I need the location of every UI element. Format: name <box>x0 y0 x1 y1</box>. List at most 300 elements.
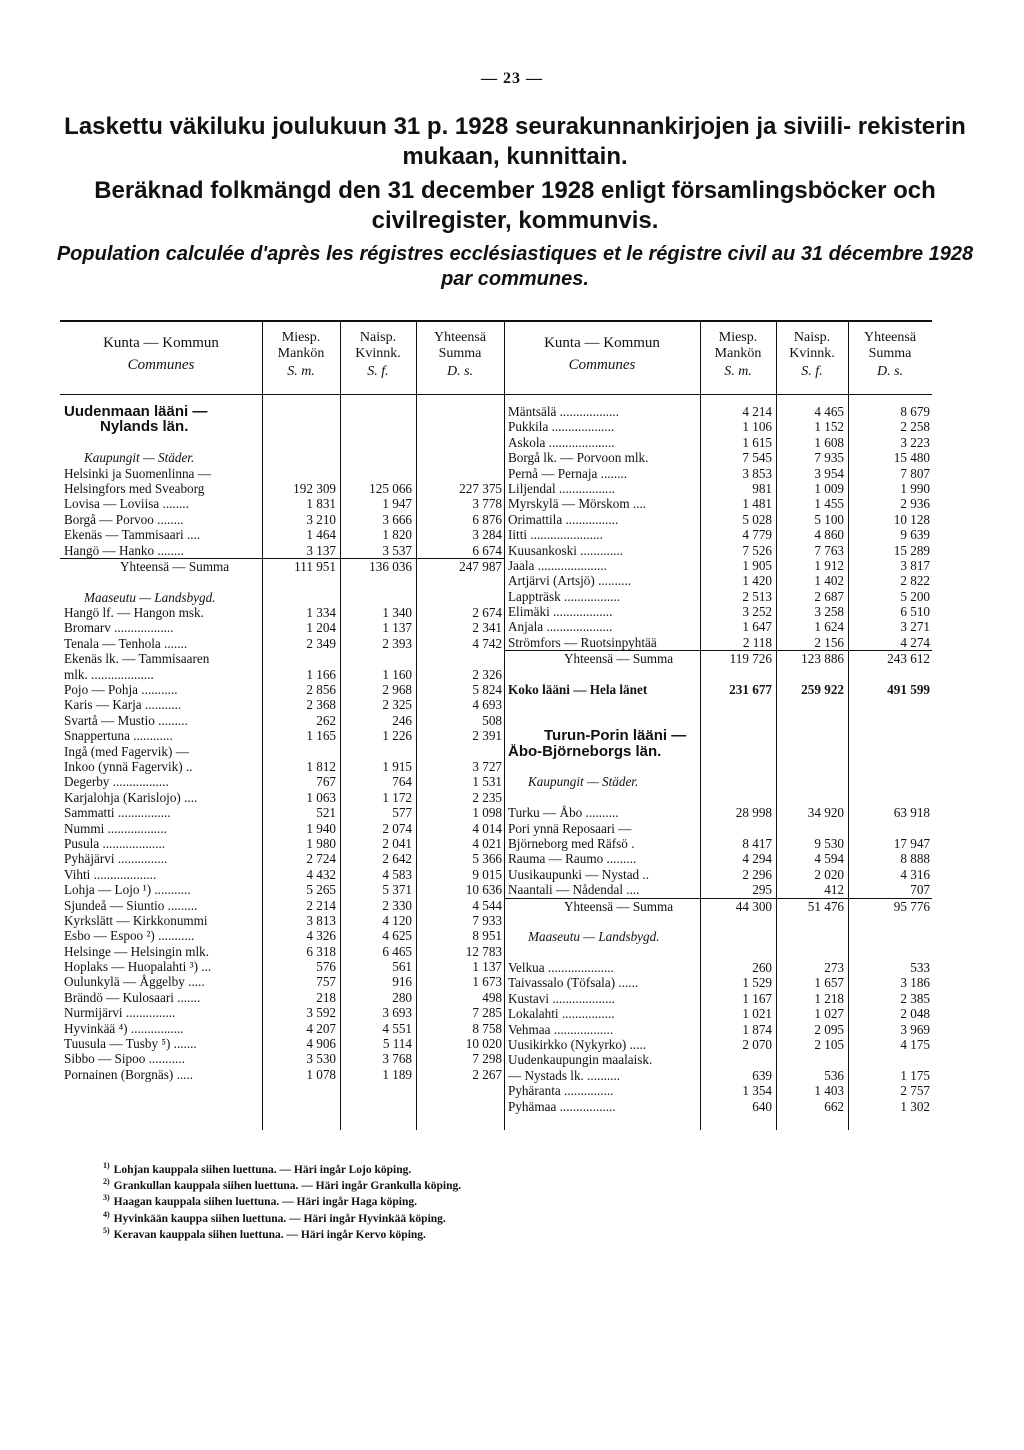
total-count: 95 776 <box>893 898 930 914</box>
commune-name: Elimäki .................. <box>508 604 613 620</box>
female-count: 246 <box>392 712 412 728</box>
table-row <box>60 590 504 605</box>
table-row <box>504 604 932 619</box>
header-sm-label: S. m. <box>724 364 752 379</box>
total-count: 1 990 <box>900 480 930 496</box>
total-count: 15 289 <box>893 542 930 558</box>
total-count: 3 271 <box>900 619 930 635</box>
male-count: 4 294 <box>742 851 772 867</box>
female-count: 4 594 <box>814 851 844 867</box>
table-row <box>60 728 504 743</box>
header-ds-label: D. s. <box>876 364 904 379</box>
table-row <box>504 543 932 558</box>
commune-name: Yhteensä — Summa <box>120 558 230 574</box>
commune-name: Tenala — Tenhola ....... <box>64 635 188 651</box>
female-count: 561 <box>392 959 412 975</box>
total-count: 491 599 <box>887 682 930 698</box>
table-row <box>504 527 932 542</box>
commune-name: Nummi .................. <box>64 820 167 836</box>
commune-name: Uusikirkko (Nykyrko) ..... <box>508 1037 647 1053</box>
male-count: 2 724 <box>306 851 336 867</box>
female-count: 9 530 <box>814 835 844 851</box>
table-row <box>504 867 932 882</box>
table-row <box>60 1021 504 1036</box>
total-count: 1 098 <box>472 805 502 821</box>
table-row <box>504 744 932 759</box>
female-count: 2 330 <box>382 897 412 913</box>
commune-name: Pyhämaa ................. <box>508 1098 616 1114</box>
table-row <box>504 774 932 789</box>
table-row <box>60 821 504 836</box>
commune-name: Sibbo — Sipoo ........... <box>64 1051 185 1067</box>
table-row <box>504 558 932 573</box>
total-count: 533 <box>910 960 930 976</box>
table-row <box>60 867 504 882</box>
male-count: 640 <box>752 1098 772 1114</box>
table-row <box>60 667 504 682</box>
female-count: 3 954 <box>814 465 844 481</box>
female-count: 6 465 <box>382 943 412 959</box>
total-count: 2 048 <box>900 1006 930 1022</box>
total-count: 4 274 <box>900 634 930 650</box>
table-row <box>60 481 504 496</box>
total-count: 707 <box>910 882 930 898</box>
commune-name: Yhteensä — Summa <box>564 898 674 914</box>
commune-name: Lokalahti ................ <box>508 1006 615 1022</box>
male-count: 1 831 <box>306 496 336 512</box>
table-row <box>504 1006 932 1021</box>
male-count: 7 545 <box>742 450 772 466</box>
female-count: 125 066 <box>369 480 412 496</box>
footnote <box>103 1176 703 1192</box>
header-mankon-label: Mankön <box>277 346 325 361</box>
total-count: 4 742 <box>472 635 502 651</box>
total-count: 7 298 <box>472 1051 502 1067</box>
table-row <box>504 512 932 527</box>
commune-name: Liljendal ................. <box>508 480 615 496</box>
total-count: 1 531 <box>472 774 502 790</box>
footnote-mark: 4) <box>103 1209 110 1219</box>
table-row <box>60 1051 504 1066</box>
female-count: 577 <box>392 805 412 821</box>
table-row <box>504 1068 932 1083</box>
total-count: 3 817 <box>900 557 930 573</box>
male-count: 3 137 <box>306 542 336 558</box>
footnote <box>103 1209 703 1225</box>
table-row <box>60 944 504 959</box>
commune-name: Lovisa — Loviisa ........ <box>64 496 189 512</box>
male-count: 1 420 <box>742 573 772 589</box>
footnote-text: Lohjan kauppala siihen luettuna. — Häri ingår Lojo köping. <box>113 1163 412 1176</box>
commune-name: Bromarv .................. <box>64 620 174 636</box>
total-count: 9 639 <box>900 527 930 543</box>
total-count: 8 951 <box>472 928 502 944</box>
commune-name: Anjala .................... <box>508 619 613 635</box>
female-count: 2 393 <box>382 635 412 651</box>
female-count: 2 020 <box>814 866 844 882</box>
male-count: 1 021 <box>742 1006 772 1022</box>
female-count: 412 <box>824 882 844 898</box>
female-count: 2 325 <box>382 697 412 713</box>
commune-name: Pyhäranta ............... <box>508 1083 614 1099</box>
total-count: 4 316 <box>900 866 930 882</box>
table-row <box>504 697 932 712</box>
commune-name: Pornainen (Borgnäs) ..... <box>64 1066 194 1082</box>
table-row <box>504 728 932 743</box>
table-row <box>504 790 932 805</box>
header-communes-label: Communes <box>568 357 636 373</box>
table-row <box>504 481 932 496</box>
title-swedish: Beräknad folkmängd den 31 december 1928 enligt församlingsböcker och civilregister, kommunvis. <box>94 177 936 234</box>
male-count: 521 <box>316 805 336 821</box>
commune-name: Rauma — Raumo ......... <box>508 851 637 867</box>
total-count: 4 021 <box>472 835 502 851</box>
female-count: 3 537 <box>382 542 412 558</box>
total-count: 3 969 <box>900 1021 930 1037</box>
male-count: 2 349 <box>306 635 336 651</box>
female-count: 273 <box>824 960 844 976</box>
table-row <box>504 682 932 697</box>
table-row <box>60 636 504 651</box>
header-kunta <box>60 334 262 374</box>
commune-name: Pojo — Pohja ........... <box>64 682 178 698</box>
female-count: 2 642 <box>382 851 412 867</box>
female-count: 2 968 <box>382 682 412 698</box>
table-row <box>60 620 504 635</box>
male-count: 260 <box>752 960 772 976</box>
table-row <box>504 805 932 820</box>
commune-name: Kustavi ................... <box>508 990 615 1006</box>
total-count: 243 612 <box>887 651 930 667</box>
header-summa-label: Summa <box>868 346 912 361</box>
commune-name: Mäntsälä .................. <box>508 404 619 419</box>
total-count: 5 824 <box>472 682 502 698</box>
table-row <box>504 619 932 634</box>
commune-name: Pernå — Pernaja ........ <box>508 465 628 481</box>
commune-name: Koko lääni — Hela länet <box>508 682 648 698</box>
table-row <box>504 496 932 511</box>
female-count: 2 074 <box>382 820 412 836</box>
commune-name: Taivassalo (Töfsala) ...... <box>508 975 639 991</box>
commune-name: Turku — Åbo .......... <box>508 805 619 821</box>
commune-name: Velkua .................... <box>508 960 614 976</box>
female-count: 1 608 <box>814 434 844 450</box>
female-count: 3 693 <box>382 1005 412 1021</box>
table-row <box>60 774 504 789</box>
table-row <box>504 635 932 650</box>
female-count: 280 <box>392 989 412 1005</box>
header-yht-label: Yhteensä <box>863 330 917 345</box>
commune-name: Strömfors — Ruotsinpyhtää <box>508 634 657 650</box>
male-count: 3 530 <box>306 1051 336 1067</box>
commune-name: Brändö — Kulosaari ....... <box>64 989 201 1005</box>
total-count: 6 876 <box>472 511 502 527</box>
male-count: 3 853 <box>742 465 772 481</box>
commune-name: Lappträsk ................. <box>508 588 621 604</box>
female-count: 662 <box>824 1098 844 1114</box>
total-count: 508 <box>482 712 502 728</box>
table-row <box>504 1083 932 1098</box>
male-count: 6 318 <box>306 943 336 959</box>
table-row <box>60 404 504 419</box>
total-count: 2 385 <box>900 990 930 1006</box>
male-count: 2 214 <box>306 897 336 913</box>
titles <box>50 112 980 292</box>
commune-name: Uudenmaan lääni — <box>64 404 208 420</box>
total-count: 3 778 <box>472 496 502 512</box>
commune-name: Iitti ...................... <box>508 527 603 543</box>
total-count: 2 326 <box>472 666 502 682</box>
female-count: 3 768 <box>382 1051 412 1067</box>
commune-name: Kuusankoski ............. <box>508 542 624 558</box>
total-count: 15 480 <box>893 450 930 466</box>
male-count: 4 207 <box>306 1020 336 1036</box>
commune-name: Jaala ..................... <box>508 557 607 573</box>
female-count: 1 657 <box>814 975 844 991</box>
table-row <box>60 558 504 574</box>
header-summa-label: Summa <box>438 346 482 361</box>
table-row <box>60 959 504 974</box>
commune-name: Artjärvi (Artsjö) .......... <box>508 573 632 589</box>
footnote <box>103 1192 703 1208</box>
page-number: — 23 — <box>481 70 543 87</box>
commune-name: Åbo-Björneborgs län. <box>508 743 662 759</box>
table-row <box>60 651 504 666</box>
table-row <box>504 975 932 990</box>
total-count: 10 636 <box>465 882 502 898</box>
female-count: 1 137 <box>382 620 412 636</box>
commune-name: Sjundeå — Siuntio ......... <box>64 897 198 913</box>
header-yht-label: Yhteensä <box>433 330 487 345</box>
column-header-left <box>60 326 504 395</box>
total-count: 227 375 <box>459 480 502 496</box>
table-row <box>60 605 504 620</box>
female-count: 4 551 <box>382 1020 412 1036</box>
total-count: 2 674 <box>472 605 502 621</box>
male-count: 639 <box>752 1067 772 1083</box>
header-naisp-label: Naisp. <box>793 330 831 345</box>
table-row <box>60 790 504 805</box>
total-count: 3 186 <box>900 975 930 991</box>
commune-name: Maaseutu — Landsbygd. <box>528 929 660 945</box>
commune-name: Tuusula — Tusby ⁵) ....... <box>64 1036 197 1052</box>
header-miesp <box>700 330 776 380</box>
commune-name: Nylands län. <box>100 419 189 435</box>
footnotes <box>103 1160 703 1241</box>
commune-name: Ekenäs lk. — Tammisaaren <box>64 651 210 667</box>
female-count: 34 920 <box>807 805 844 821</box>
male-count: 1 063 <box>306 789 336 805</box>
total-count: 8 679 <box>900 404 930 419</box>
male-count: 192 309 <box>293 480 336 496</box>
table-row <box>60 713 504 728</box>
total-count: 2 258 <box>900 419 930 435</box>
title-french: Population calculée d'après les régistres ecclésiastiques et le régistre civil au 31 décembre 1928 par communes. <box>56 243 974 290</box>
table-row <box>504 898 932 914</box>
table-row <box>60 1036 504 1051</box>
table-row <box>60 928 504 943</box>
total-count: 498 <box>482 989 502 1005</box>
male-count: 1 905 <box>742 557 772 573</box>
female-count: 764 <box>392 774 412 790</box>
total-count: 8 888 <box>900 851 930 867</box>
commune-name: Hangö lf. — Hangon msk. <box>64 605 204 621</box>
table-row <box>60 913 504 928</box>
male-count: 2 296 <box>742 866 772 882</box>
total-count: 7 807 <box>900 465 930 481</box>
table-row <box>60 1067 504 1082</box>
female-count: 1 455 <box>814 496 844 512</box>
table-row <box>60 836 504 851</box>
male-count: 1 874 <box>742 1021 772 1037</box>
table-row <box>504 929 932 944</box>
table-row <box>504 945 932 960</box>
table-row <box>60 543 504 558</box>
female-count: 4 465 <box>814 404 844 419</box>
total-count: 7 285 <box>472 1005 502 1021</box>
female-count: 5 114 <box>382 1036 412 1052</box>
header-naisp <box>340 330 416 380</box>
footnote-mark: 5) <box>103 1225 110 1235</box>
total-count: 1 302 <box>900 1098 930 1114</box>
male-count: 2 513 <box>742 588 772 604</box>
commune-name: Helsinki ja Suomenlinna — <box>64 465 211 481</box>
total-count: 6 674 <box>472 542 502 558</box>
female-count: 2 041 <box>382 835 412 851</box>
table-row <box>504 435 932 450</box>
table-row <box>60 805 504 820</box>
female-count: 1 820 <box>382 527 412 543</box>
commune-name: Kaupungit — Städer. <box>84 450 195 466</box>
header-sm-label: S. m. <box>287 364 315 379</box>
header-mankon-label: Mankön <box>714 346 762 361</box>
table-row <box>60 744 504 759</box>
male-count: 4 779 <box>742 527 772 543</box>
commune-name: Uusikaupunki — Nystad .. <box>508 866 650 882</box>
total-count: 1 673 <box>472 974 502 990</box>
table-row <box>504 991 932 1006</box>
table-row <box>60 759 504 774</box>
male-count: 111 951 <box>294 558 336 574</box>
total-count: 17 947 <box>893 835 930 851</box>
commune-name: Ingå (med Fagervik) — <box>64 743 189 759</box>
female-count: 1 915 <box>382 758 412 774</box>
table-row <box>504 882 932 897</box>
commune-name: Degerby ................. <box>64 774 169 790</box>
male-count: 7 526 <box>742 542 772 558</box>
table-row <box>504 466 932 481</box>
male-count: 1 078 <box>306 1066 336 1082</box>
female-count: 1 172 <box>382 789 412 805</box>
female-count: 1 402 <box>814 573 844 589</box>
male-count: 8 417 <box>742 835 772 851</box>
table-row <box>60 435 504 450</box>
table-row <box>504 914 932 929</box>
male-count: 5 028 <box>742 511 772 527</box>
header-kunta-label: Kunta — Kommun <box>103 335 219 351</box>
commune-name: Myrskylä — Mörskom .... <box>508 496 647 512</box>
commune-name: Hyvinkää ⁴) ................ <box>64 1020 184 1036</box>
commune-name: Orimattila ................ <box>508 511 619 527</box>
table-row <box>504 573 932 588</box>
male-count: 1 812 <box>306 758 336 774</box>
footnote-mark: 3) <box>103 1193 110 1203</box>
right-rows <box>504 404 932 1114</box>
female-count: 4 120 <box>382 912 412 928</box>
total-count: 8 758 <box>472 1020 502 1036</box>
male-count: 1 165 <box>306 728 336 744</box>
female-count: 1 218 <box>814 990 844 1006</box>
commune-name: Oulunkylä — Åggelby ..... <box>64 974 205 990</box>
male-count: 4 432 <box>306 866 336 882</box>
female-count: 136 036 <box>369 558 412 574</box>
commune-name: Karjalohja (Karislojo) .... <box>64 789 198 805</box>
total-count: 4 544 <box>472 897 502 913</box>
table-row <box>60 512 504 527</box>
header-communes-label: Communes <box>127 357 195 373</box>
total-count: 2 391 <box>472 728 502 744</box>
commune-name: Hangö — Hanko ........ <box>64 542 184 558</box>
commune-name: Helsinge — Helsingin mlk. <box>64 943 210 959</box>
female-count: 123 886 <box>801 651 844 667</box>
female-count: 1 189 <box>382 1066 412 1082</box>
header-naisp <box>776 330 848 380</box>
male-count: 4 906 <box>306 1036 336 1052</box>
table-row <box>60 682 504 697</box>
male-count: 262 <box>316 712 336 728</box>
male-count: 1 334 <box>306 605 336 621</box>
female-count: 4 860 <box>814 527 844 543</box>
female-count: 2 105 <box>814 1037 844 1053</box>
male-count: 231 677 <box>729 682 772 698</box>
commune-name: Inkoo (ynnä Fagervik) .. <box>64 758 193 774</box>
male-count: 3 592 <box>306 1005 336 1021</box>
female-count: 51 476 <box>807 898 844 914</box>
male-count: 3 252 <box>742 604 772 620</box>
total-count: 3 727 <box>472 758 502 774</box>
total-count: 4 693 <box>472 697 502 713</box>
male-count: 1 481 <box>742 496 772 512</box>
table-row <box>504 450 932 465</box>
male-count: 2 368 <box>306 697 336 713</box>
male-count: 3 813 <box>306 912 336 928</box>
male-count: 1 166 <box>306 666 336 682</box>
male-count: 981 <box>752 480 772 496</box>
commune-name: Borgå lk. — Porvoon mlk. <box>508 450 649 466</box>
commune-name: Turun-Porin lääni — <box>544 728 687 744</box>
male-count: 757 <box>316 974 336 990</box>
total-count: 6 510 <box>900 604 930 620</box>
table-row <box>504 1037 932 1052</box>
header-yht <box>848 330 932 380</box>
total-count: 2 267 <box>472 1066 502 1082</box>
commune-name: Helsingfors med Sveaborg <box>64 480 205 496</box>
male-count: 1 940 <box>306 820 336 836</box>
total-count: 2 757 <box>900 1083 930 1099</box>
commune-name: Pori ynnä Reposaari — <box>508 820 632 836</box>
table-row <box>60 574 504 589</box>
footnote-mark: 1) <box>103 1161 110 1170</box>
male-count: 44 300 <box>735 898 772 914</box>
commune-name: — Nystads lk. .......... <box>508 1067 621 1083</box>
female-count: 2 095 <box>814 1021 844 1037</box>
female-count: 1 912 <box>814 557 844 573</box>
male-count: 2 118 <box>742 634 772 650</box>
male-count: 1 615 <box>742 434 772 450</box>
total-count: 5 366 <box>472 851 502 867</box>
total-count: 10 128 <box>893 511 930 527</box>
male-count: 28 998 <box>735 805 772 821</box>
